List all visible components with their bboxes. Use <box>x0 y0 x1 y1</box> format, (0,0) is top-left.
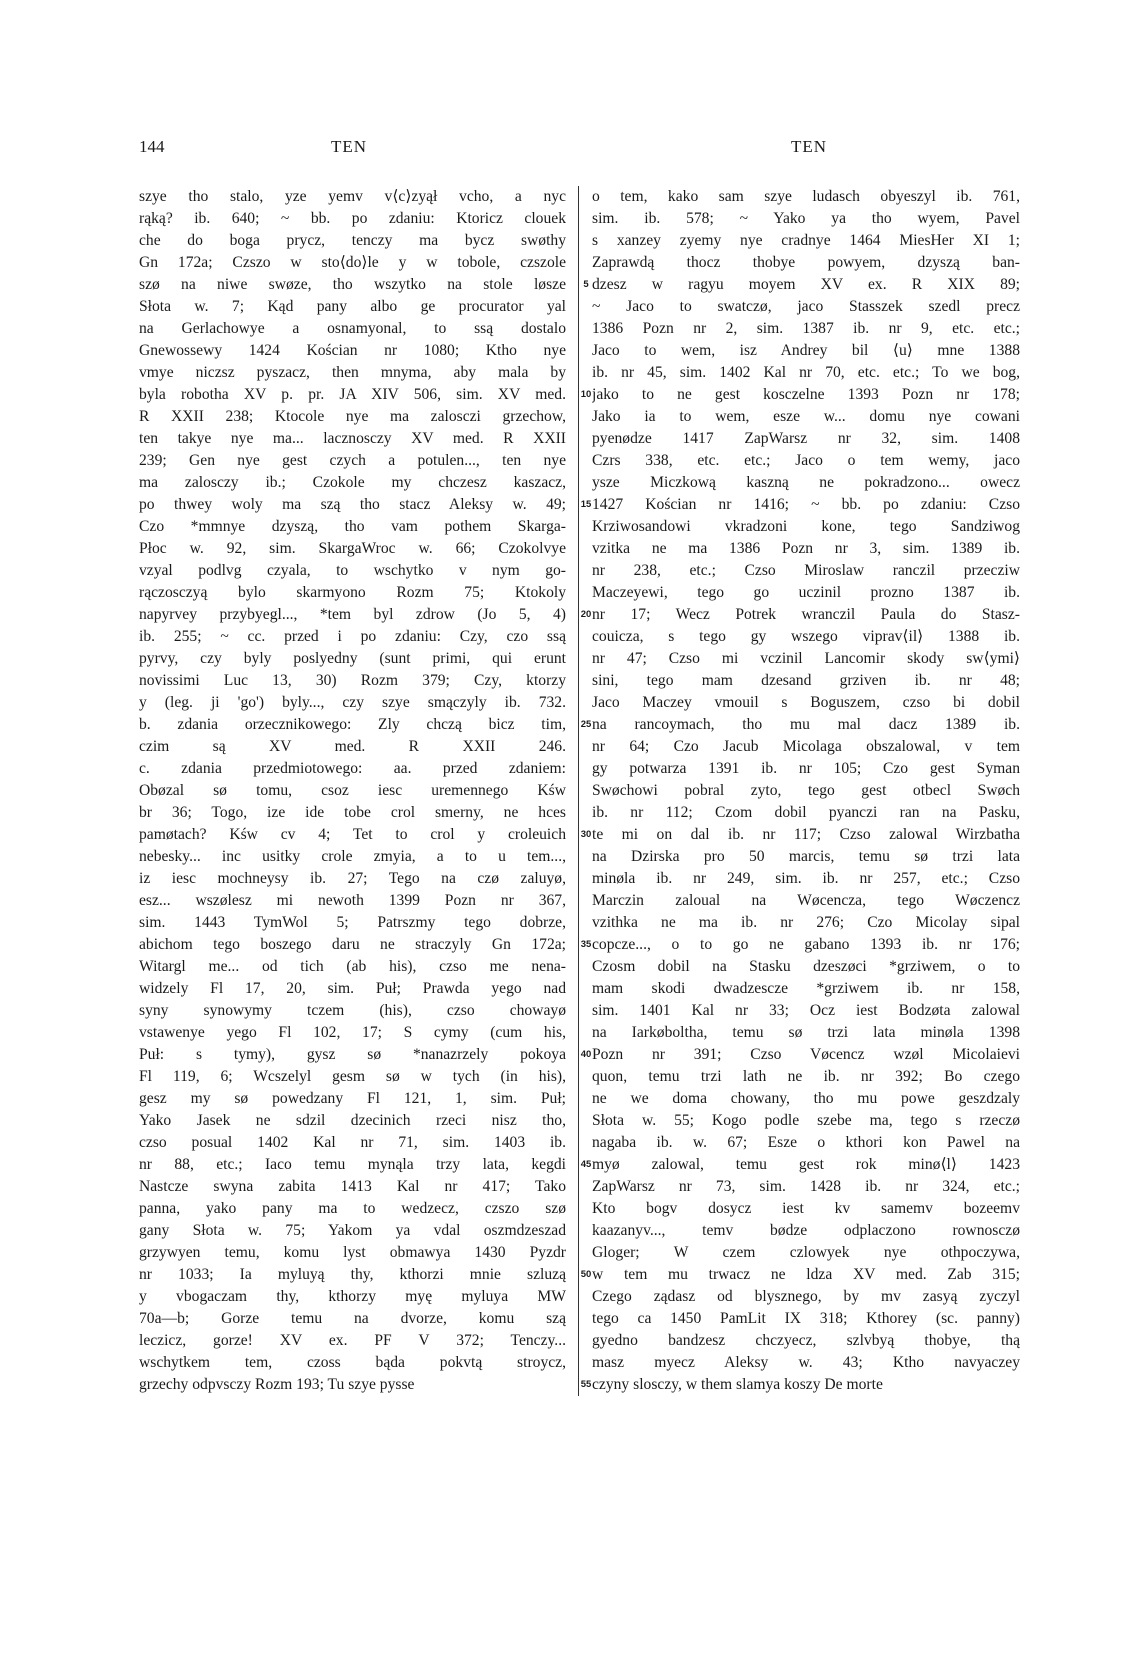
text-line: pyrvy, czy byly poslyedny (sunt primi, qui erunt <box>139 650 566 667</box>
text-line: kaazanyv..., temv bødze odplaczono rownosczø <box>592 1222 1020 1239</box>
text-line: panna, yako pany ma to wedzecz, czszo szø <box>139 1200 566 1217</box>
text-line: masz myecz Aleksy w. 43; Ktho navyaczey <box>592 1354 1020 1371</box>
text-line: Obøzal sø tomu, csoz iesc uremennego Kśw <box>139 782 566 799</box>
text-line: dzesz w ragyu moyem XV ex. R XIX 89; <box>592 276 1020 293</box>
text-line: ib. nr 45, sim. 1402 Kal nr 70, etc. etc.; To we bog, <box>592 364 1020 381</box>
text-line: esz... wszølesz mi newoth 1399 Pozn nr 367, <box>139 892 566 909</box>
text-line: Nastcze swyna zabita 1413 Kal nr 417; Tako <box>139 1178 566 1195</box>
text-line: s xanzey zyemy nye cradnye 1464 MiesHer XI 1; <box>592 232 1020 249</box>
text-line: nr 238, etc.; Czso Miroslaw ranczil przecziw <box>592 562 1020 579</box>
text-line: Jako ia to wem, esze w... domu nye cowani <box>592 408 1020 425</box>
line-number: 45 <box>580 1159 592 1170</box>
text-line: Yako Jasek ne sdzil dzecinich rzeci nisz tho, <box>139 1112 566 1129</box>
text-line: Gn 172a; Czszo w sto⟨do⟩le y w tobole, czszole <box>139 254 566 271</box>
text-line: y (leg. ji 'go') byly..., czy szye smączyly ib. 732. <box>139 694 566 711</box>
text-line: Zaprawdą thocz thobye powyem, dzyszą ban- <box>592 254 1020 271</box>
text-line: Czego ządasz od blysznego, by mv zasyą zyczyl <box>592 1288 1020 1305</box>
text-line: nagaba ib. w. 67; Esze o kthori kon Pawel na <box>592 1134 1020 1151</box>
text-line: 1386 Pozn nr 2, sim. 1387 ib. nr 9, etc. etc.; <box>592 320 1020 337</box>
text-line: leczicz, gorze! XV ex. PF V 372; Tenczy... <box>139 1332 566 1349</box>
text-line: o tem, kako sam szye ludasch obyeszyl ib. 761, <box>592 188 1020 205</box>
text-line: sim. 1443 TymWol 5; Patrszmy tego dobrze, <box>139 914 566 931</box>
text-line: na Gerlachowye a osnamyonal, to ssą dostalo <box>139 320 566 337</box>
text-line: vzitka ne ma 1386 Pozn nr 3, sim. 1389 ib. <box>592 540 1020 557</box>
text-line: 70a—b; Gorze temu na dvorze, komu szą <box>139 1310 566 1327</box>
text-line: Marczin zaloual na Wøcencza, tego Wøczencz <box>592 892 1020 909</box>
text-line: Gloger; W czem czlowyek nye othpoczywa, <box>592 1244 1020 1261</box>
text-line: rąką? ib. 640; ~ bb. po zdaniu: Ktoricz clouek <box>139 210 566 227</box>
page-number: 144 <box>139 137 165 156</box>
line-number: 25 <box>580 719 592 730</box>
text-line: R XXII 238; Ktocole nye ma zalosczi grzechow, <box>139 408 566 425</box>
text-line: nr 17; Wecz Potrek wranczil Paula do Stasz- <box>592 606 1020 623</box>
text-line: ysze Miczkową kaszną ne pokradzono... owecz <box>592 474 1020 491</box>
text-line: mam skodi dwadzescze *grziwem ib. nr 158, <box>592 980 1020 997</box>
text-line: czyny slosczy, w them slamya koszy De morte <box>592 1376 883 1393</box>
text-line: rączosczyą bylo skarmyono Rozm 75; Ktokoly <box>139 584 566 601</box>
text-line: sini, tego mam dzesand grziven ib. nr 48; <box>592 672 1020 689</box>
text-line: ~ Jaco to swatczø, jaco Stasszek szedl precz <box>592 298 1020 315</box>
right-column <box>592 186 1020 1396</box>
line-number: 15 <box>580 499 592 510</box>
text-line: gesz my sø powedzany Fl 121, 1, sim. Puł; <box>139 1090 566 1107</box>
text-line: pyenødze 1417 ZapWarsz nr 32, sim. 1408 <box>592 430 1020 447</box>
text-line: ib. 255; ~ cc. przed i po zdaniu: Czy, czo ssą <box>139 628 566 645</box>
text-line: po thwey woly ma szą tho stacz Aleksy w. 49; <box>139 496 566 513</box>
text-line: Czo *mmnye dzyszą, tho vam pothem Skarga- <box>139 518 566 535</box>
text-line: vmye niczsz pyszacz, then mnyma, aby mala by <box>139 364 566 381</box>
text-line: 1427 Kościan nr 1416; ~ bb. po zdaniu: Czso <box>592 496 1020 513</box>
text-line: na Dzirska pro 50 marcis, temu sø trzi lata <box>592 848 1020 865</box>
line-number: 5 <box>583 279 589 290</box>
text-line: gyedno bandzesz chczyecz, szlvbyą thobye, thą <box>592 1332 1020 1349</box>
text-line: ma zalosczy ib.; Czokole my chczesz kaszacz, <box>139 474 566 491</box>
text-line: widzely Fl 17, 20, sim. Puł; Prawda yego nad <box>139 980 566 997</box>
text-line: nr 64; Czo Jacub Micolaga obszalowal, v tem <box>592 738 1020 755</box>
line-number: 55 <box>580 1379 592 1390</box>
text-line: Puł: s tymy), gysz sø *nanazrzely pokoya <box>139 1046 566 1063</box>
text-line: Płoc w. 92, sim. SkargaWroc w. 66; Czokolvye <box>139 540 566 557</box>
text-line: minøla ib. nr 249, sim. ib. nr 257, etc.; Czso <box>592 870 1020 887</box>
text-line: czso posual 1402 Kal nr 71, sim. 1403 ib. <box>139 1134 566 1151</box>
text-line: myø zalowal, temu gest rok minø⟨l⟩ 1423 <box>592 1156 1020 1173</box>
text-line: nr 88, etc.; Iaco temu mynąla trzy lata, kegdi <box>139 1156 566 1173</box>
text-line: Gnewossewy 1424 Kościan nr 1080; Ktho nye <box>139 342 566 359</box>
text-line: Czosm dobil na Stasku dzeszøci *grziwem, o to <box>592 958 1020 975</box>
text-line: nr 1033; Ia myluyą thy, kthorzi mnie szluzą <box>139 1266 566 1283</box>
text-line: napyrvey przybyegl..., *tem byl zdrow (Jo 5, 4) <box>139 606 566 623</box>
text-line: novissimi Luc 13, 30) Rozm 379; Czy, ktorzy <box>139 672 566 689</box>
text-line: copcze..., o to go ne gabano 1393 ib. nr 176; <box>592 936 1020 953</box>
text-line: vzyal podlvg czyala, to wschytko v nym go- <box>139 562 566 579</box>
text-line: Maczeyewi, tego go uczinil prozno 1387 ib. <box>592 584 1020 601</box>
text-line: vstawenye yego Fl 102, 17; S cymy (cum his, <box>139 1024 566 1041</box>
text-line: te mi on dal ib. nr 117; Czso zalowal Wirzbatha <box>592 826 1020 843</box>
column-divider <box>578 186 579 1396</box>
text-line: na rancoymach, tho mu mal dacz 1389 ib. <box>592 716 1020 733</box>
page-header <box>0 137 1132 167</box>
text-line: wschytkem tem, czoss bąda pokvtą stroycz, <box>139 1354 566 1371</box>
text-line: Jaco Maczey vmouil s Boguszem, czso bi dobil <box>592 694 1020 711</box>
text-line: br 36; Togo, ize ide tobe crol smerny, ne hces <box>139 804 566 821</box>
text-line: Słota w. 55; Kogo podle szebe ma, tego s rzeczø <box>592 1112 1020 1129</box>
line-number: 30 <box>580 829 592 840</box>
text-line: che do boga prycz, tenczy ma bycz swøthy <box>139 232 566 249</box>
text-line: grzechy odpvsczy Rozm 193; Tu szye pysse <box>139 1376 415 1393</box>
text-line: ZapWarsz nr 73, sim. 1428 ib. nr 324, etc.; <box>592 1178 1020 1195</box>
text-line: w tem mu trwacz ne ldza XV med. Zab 315; <box>592 1266 1020 1283</box>
text-line: nr 47; Czso mi vczinil Lancomir skody sw⟨ymi⟩ <box>592 650 1020 667</box>
text-line: couicza, s tego gy wszego viprav⟨il⟩ 1388 ib. <box>592 628 1020 645</box>
text-line: Witargl me... od tich (ab his), czso me nena- <box>139 958 566 975</box>
text-line: Słota w. 7; Kąd pany albo ge procurator yal <box>139 298 566 315</box>
text-line: abichom tego boszego daru ne straczyly Gn 172a; <box>139 936 566 953</box>
text-line: Czrs 338, etc. etc.; Jaco o tem wemy, jaco <box>592 452 1020 469</box>
text-line: tego ca 1450 PamLit IX 318; Kthorey (sc. panny) <box>592 1310 1020 1327</box>
text-line: quon, temu trzi lath ne ib. nr 392; Bo czego <box>592 1068 1020 1085</box>
line-number: 50 <box>580 1269 592 1280</box>
line-number: 20 <box>580 609 592 620</box>
text-line: pamøtach? Kśw cv 4; Tet to crol y croleuich <box>139 826 566 843</box>
text-line: syny synowymy tczem (his), czso chowayø <box>139 1002 566 1019</box>
text-line: szye tho stalo, yze yemv v⟨c⟩zyął vcho, a nyc <box>139 188 566 205</box>
text-line: na Iarkøboltha, temu sø trzi lata minøla 1398 <box>592 1024 1020 1041</box>
text-line: Krziwosandowi vkradzoni kone, tego Sandziwog <box>592 518 1020 535</box>
text-line: Jaco to wem, isz Andrey bil ⟨u⟩ mne 1388 <box>592 342 1020 359</box>
text-line: Swøchowi pobral zyto, tego gest otbecl Swøch <box>592 782 1020 799</box>
line-number: 40 <box>580 1049 592 1060</box>
text-line: ib. nr 112; Czom dobil pyanczi ran na Pasku, <box>592 804 1020 821</box>
text-line: byla robotha XV p. pr. JA XIV 506, sim. XV med. <box>139 386 566 403</box>
line-number: 35 <box>580 939 592 950</box>
text-line: 239; Gen nye gest czych a potulen..., ten nye <box>139 452 566 469</box>
text-line: y vbogaczam thy, kthorzy myę myluya MW <box>139 1288 566 1305</box>
text-line: ne we doma chowany, tho mu powe geszdzaly <box>592 1090 1020 1107</box>
text-line: jako to ne gest kosczelne 1393 Pozn nr 178; <box>592 386 1020 403</box>
line-number: 10 <box>580 389 592 400</box>
text-line: czim są XV med. R XXII 246. <box>139 738 566 755</box>
text-line: c. zdania przedmiotowego: aa. przed zdaniem: <box>139 760 566 777</box>
text-line: iz iesc mochneysy ib. 27; Tego na czø zaluyø, <box>139 870 566 887</box>
text-line: Kto bogv dosycz iest kv samemv bozeemv <box>592 1200 1020 1217</box>
text-line: Pozn nr 391; Czso Vøcencz wzøl Micolaievi <box>592 1046 1020 1063</box>
text-line: Fl 119, 6; Wcszelyl gesm sø w tych (in his), <box>139 1068 566 1085</box>
text-line: szø na niwe swøze, tho wszytko na stole løsze <box>139 276 566 293</box>
text-line: ten takye nye ma... lacznosczy XV med. R XXII <box>139 430 566 447</box>
running-head-right: TEN <box>791 137 828 156</box>
text-line: grzywyen temu, komu lyst obmawya 1430 Pyzdr <box>139 1244 566 1261</box>
text-line: vzithka ne ma ib. nr 276; Czo Micolay sipal <box>592 914 1020 931</box>
text-line: nebesky... inc usitky crole zmyia, a to u tem..., <box>139 848 566 865</box>
text-line: gany Słota w. 75; Yakom ya vdal oszmdzeszad <box>139 1222 566 1239</box>
text-line: b. zdania orzecznikowego: Zly chczą bicz tim, <box>139 716 566 733</box>
left-column <box>139 186 566 1396</box>
text-line: gy potwarza 1391 ib. nr 105; Czo gest Syman <box>592 760 1020 777</box>
text-line: sim. ib. 578; ~ Yako ya tho wyem, Pavel <box>592 210 1020 227</box>
text-line: sim. 1401 Kal nr 33; Ocz iest Bodzøta zalowal <box>592 1002 1020 1019</box>
running-head-left: TEN <box>331 137 368 156</box>
